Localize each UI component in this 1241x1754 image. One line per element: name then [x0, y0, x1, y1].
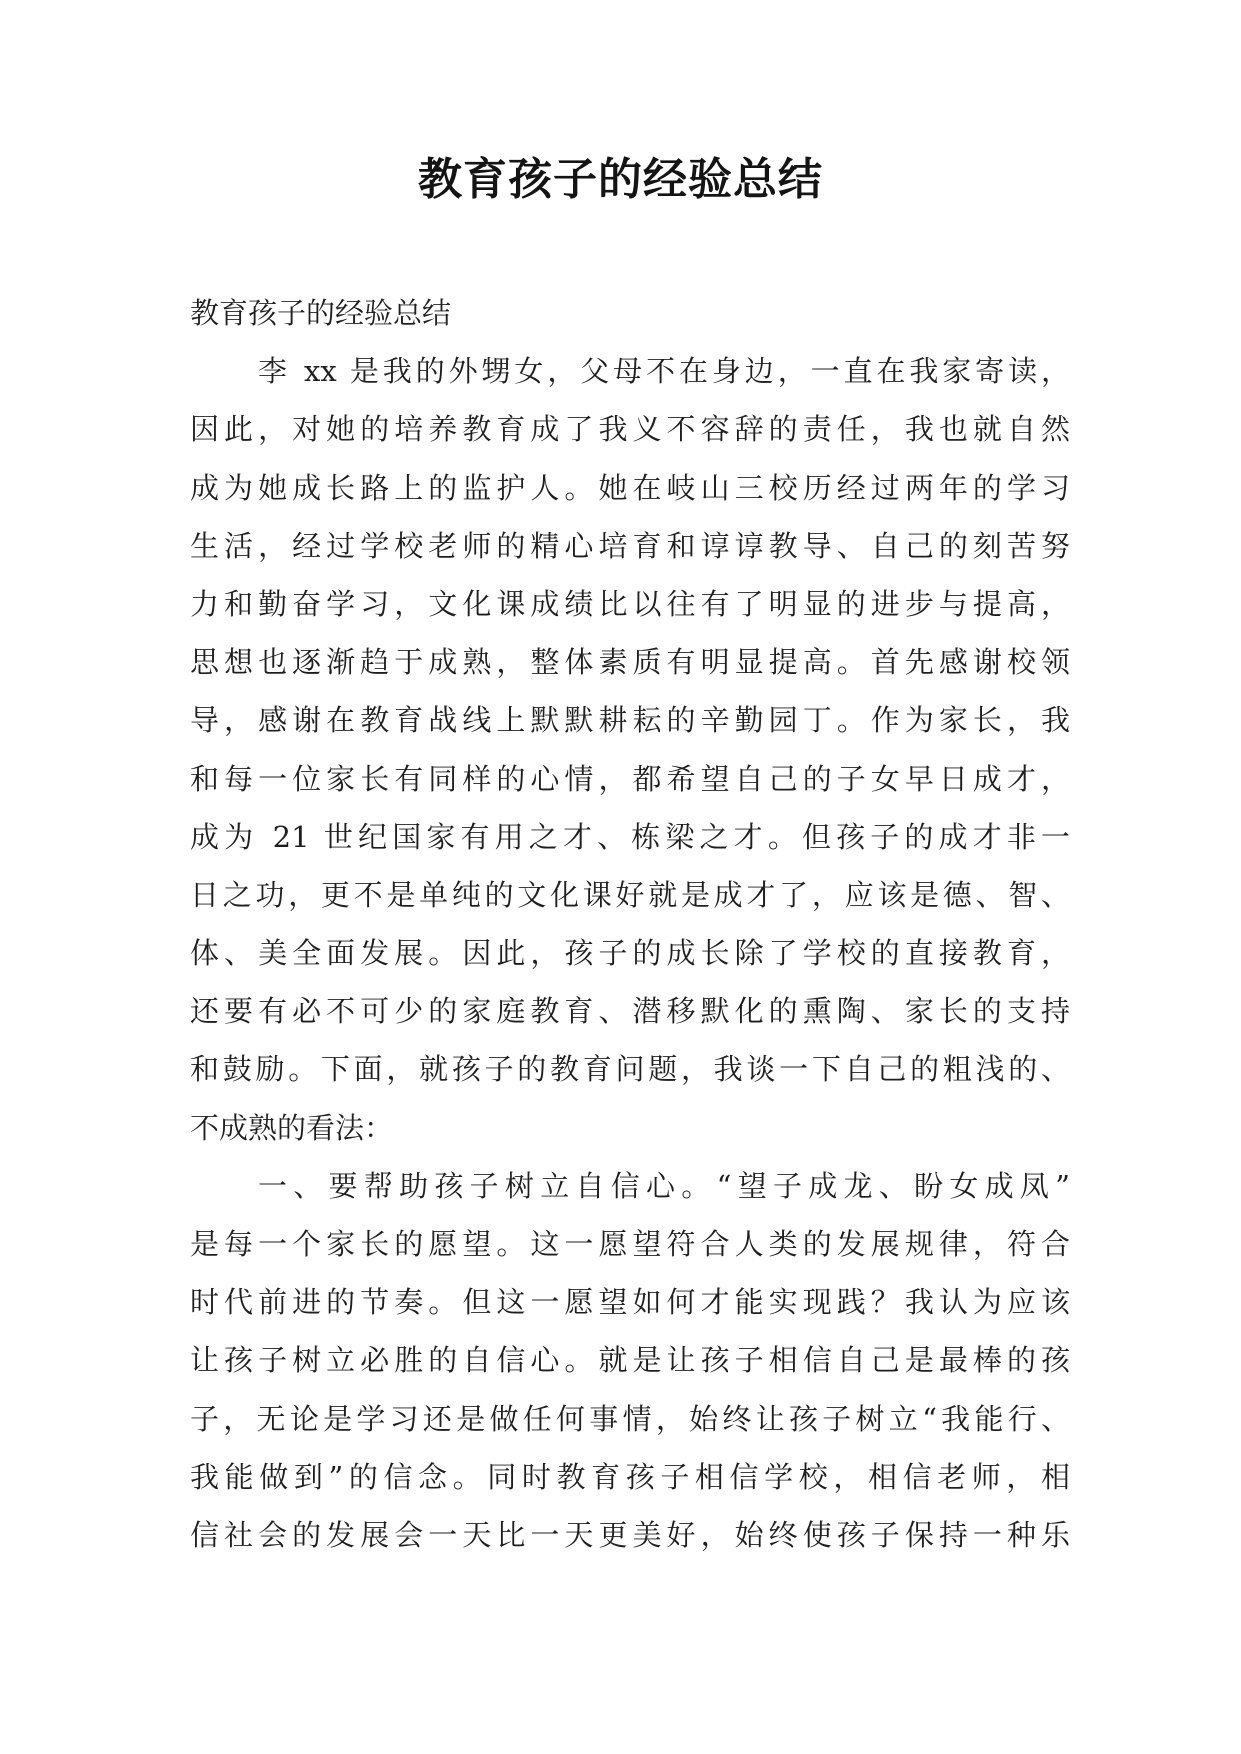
body-line: 因此，对她的培养教育成了我义不容辞的责任，我也就自然 [190, 412, 1070, 447]
body-line: 一、要帮助孩子树立自信心。“望子成龙、盼女成凤” [258, 1168, 1070, 1203]
body-line: 和每一位家长有同样的心情，都希望自己的子女早日成才， [190, 761, 1070, 796]
body-line: 让孩子树立必胜的自信心。就是让孩子相信自己是最棒的孩 [190, 1343, 1070, 1378]
body-line: 生活，经过学校老师的精心培育和谆谆教导、自己的刻苦努 [190, 528, 1070, 563]
body-line: 思想也逐渐趋于成熟，整体素质有明显提高。首先感谢校领 [190, 645, 1070, 680]
document-title: 教育孩子的经验总结 [418, 154, 823, 205]
body-line: 和鼓励。下面，就孩子的教育问题，我谈一下自己的粗浅的、 [190, 1052, 1070, 1087]
body-line: 还要有必不可少的家庭教育、潜移默化的熏陶、家长的支持 [190, 994, 1070, 1029]
document-body [190, 284, 1070, 1564]
body-line: 导，感谢在教育战线上默默耕耘的辛勤园丁。作为家长，我 [190, 703, 1070, 738]
body-line: 子，无论是学习还是做任何事情，始终让孩子树立“我能行、 [190, 1401, 1070, 1436]
body-line: 不成熟的看法： [190, 1110, 394, 1145]
body-line: 我能做到”的信念。同时教育孩子相信学校，相信老师，相 [190, 1459, 1070, 1494]
body-line: 是每一个家长的愿望。这一愿望符合人类的发展规律，符合 [190, 1227, 1070, 1261]
body-line: 时代前进的节奏。但这一愿望如何才能实现践？我认为应该 [190, 1285, 1070, 1320]
body-line: 体、美全面发展。因此，孩子的成长除了学校的直接教育， [190, 936, 1070, 971]
body-line: 李 xx 是我的外甥女，父母不在身边，一直在我家寄读， [258, 354, 1070, 389]
body-line: 成为她成长路上的监护人。她在岐山三校历经过两年的学习 [190, 470, 1070, 505]
body-line: 日之功，更不是单纯的文化课好就是成才了，应该是德、智、 [190, 877, 1070, 912]
body-line: 成为 21 世纪国家有用之才、栋梁之才。但孩子的成才非一 [190, 819, 1070, 854]
body-line: 教育孩子的经验总结 [190, 296, 452, 330]
body-line: 信社会的发展会一天比一天更美好，始终使孩子保持一种乐 [190, 1517, 1070, 1552]
body-line: 力和勤奋学习，文化课成绩比以往有了明显的进步与提高， [190, 586, 1070, 621]
